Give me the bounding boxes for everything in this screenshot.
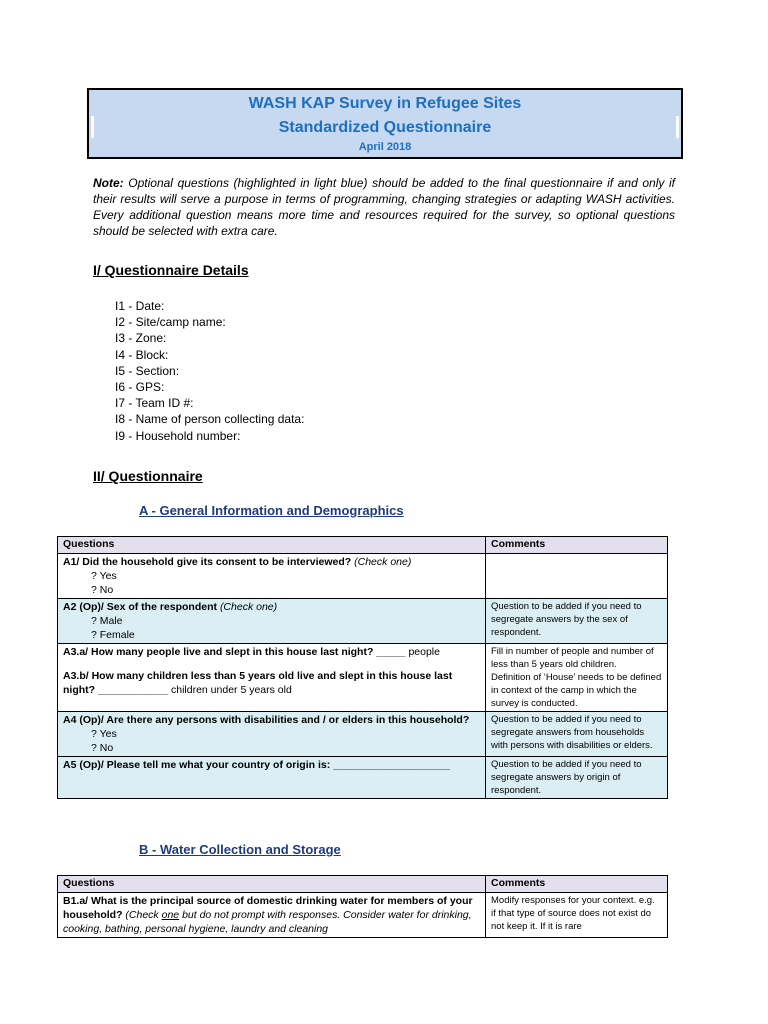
table-header-row bbox=[58, 537, 668, 554]
option-a4-yes: ? Yes bbox=[91, 728, 117, 740]
detail-item-section: I5 - Section: bbox=[115, 363, 180, 378]
table-row-a4 bbox=[58, 712, 668, 757]
detail-item-gps: I6 - GPS: bbox=[115, 380, 165, 395]
comment-a5: Question to be added if you need to segregate answers by origin of respondent. bbox=[486, 757, 668, 799]
table-row-a3 bbox=[58, 644, 668, 712]
question-a1 bbox=[58, 554, 486, 599]
question-a3b-unit: children under 5 years old bbox=[170, 684, 292, 696]
option-a2-female: ? Female bbox=[91, 629, 135, 641]
questionnaire-details-list bbox=[115, 298, 304, 444]
column-header-comments: Comments bbox=[486, 537, 668, 554]
comment-a2: Question to be added if you need to segregate answers by the sex of respondent. bbox=[486, 599, 668, 644]
document-subtitle: Standardized Questionnaire bbox=[278, 119, 492, 136]
question-a3b bbox=[63, 669, 480, 697]
question-b1 bbox=[58, 893, 486, 938]
detail-item-collector-name: I8 - Name of person collecting data: bbox=[115, 412, 305, 427]
document-date: April 2018 bbox=[358, 141, 412, 153]
table-row-a2 bbox=[58, 599, 668, 644]
question-a2-hint: (Check one) bbox=[219, 601, 278, 613]
comment-a1 bbox=[486, 554, 668, 599]
question-a5-text: A5 (Op)/ Please tell me what your country of origin is: ____________________ bbox=[63, 759, 450, 771]
table-b-water-collection bbox=[57, 875, 668, 938]
detail-item-team-id: I7 - Team ID #: bbox=[115, 396, 194, 411]
question-a2 bbox=[58, 599, 486, 644]
option-a1-yes: ? Yes bbox=[91, 570, 117, 582]
column-header-comments: Comments bbox=[486, 876, 668, 893]
question-a2-text: A2 (Op)/ Sex of the respondent bbox=[63, 601, 218, 613]
question-a4-text: A4 (Op)/ Are there any persons with disabilities and / or elders in this household? bbox=[63, 714, 470, 726]
document-title-box bbox=[87, 88, 683, 159]
question-b1-hint-pre: (Check bbox=[125, 909, 159, 921]
table-row-b1 bbox=[58, 893, 668, 938]
comment-b1: Modify responses for your context. e.g. if that type of source does not exist do not keep it. If it is rare bbox=[486, 893, 668, 938]
comment-a4: Question to be added if you need to segregate answers from households with persons with disabilities or elders. bbox=[486, 712, 668, 757]
table-b-heading: B - Water Collection and Storage bbox=[139, 842, 341, 857]
comment-a3 bbox=[486, 644, 668, 712]
detail-item-block: I4 - Block: bbox=[115, 347, 169, 362]
question-b1-hint-one: one bbox=[161, 909, 180, 921]
section-questionnaire-heading: II/ Questionnaire bbox=[93, 468, 203, 484]
question-a3b-text: A3.b/ How many children less than 5 years old live and slept in this house last night? ____________ bbox=[63, 670, 453, 696]
section-questionnaire-details-heading: I/ Questionnaire Details bbox=[93, 262, 249, 278]
column-header-questions: Questions bbox=[58, 876, 486, 893]
document-title: WASH KAP Survey in Refugee Sites bbox=[248, 95, 522, 112]
detail-item-date: I1 - Date: bbox=[115, 299, 165, 313]
question-a1-text: A1/ Did the household give its consent to be interviewed? bbox=[63, 556, 352, 568]
table-a-heading: A - General Information and Demographics bbox=[139, 503, 404, 518]
detail-item-zone: I3 - Zone: bbox=[115, 331, 167, 346]
column-header-questions: Questions bbox=[58, 537, 486, 554]
question-a5 bbox=[58, 757, 486, 799]
question-a1-hint: (Check one) bbox=[354, 556, 412, 568]
note-text: Optional questions (highlighted in light blue) should be added to the final questionnaire if and only if their results will serve a purpose in terms of programming, changing strategies or adapting WASH activities. Every additional question means more time and resources required for the survey, so optional questions should be selected with extra care. bbox=[93, 176, 675, 238]
comment-a3-line2: Definition of ‘House’ needs to be defined in context of the camp in which the survey is conducted. bbox=[491, 672, 662, 709]
table-row-a5 bbox=[58, 757, 668, 799]
question-b1-hint-post: but do not prompt with responses. Consider water for drinking, cooking, bathing, personal hygiene, laundry and cleaning bbox=[63, 909, 472, 935]
comment-a3-line1: Fill in number of people and number of less than 5 years old children. bbox=[491, 646, 654, 670]
question-b1-text: B1.a/ What is the principal source of domestic drinking water for members of your household? bbox=[63, 895, 473, 921]
question-a3a-text: A3.a/ How many people live and slept in this house last night? _____ bbox=[63, 646, 406, 658]
question-a3 bbox=[58, 644, 486, 712]
table-row-a1 bbox=[58, 554, 668, 599]
table-a-general-information bbox=[57, 536, 668, 799]
detail-item-site: I2 - Site/camp name: bbox=[115, 315, 226, 330]
question-a4 bbox=[58, 712, 486, 757]
option-a4-no: ? No bbox=[91, 742, 114, 754]
question-a3a bbox=[63, 645, 480, 659]
option-a1-no: ? No bbox=[91, 584, 114, 596]
detail-item-household-number: I9 - Household number: bbox=[115, 428, 241, 443]
option-a2-male: ? Male bbox=[91, 615, 123, 627]
table-header-row bbox=[58, 876, 668, 893]
note-label: Note: bbox=[93, 176, 124, 190]
question-a3a-unit: people bbox=[408, 646, 440, 658]
note-paragraph bbox=[93, 175, 675, 239]
